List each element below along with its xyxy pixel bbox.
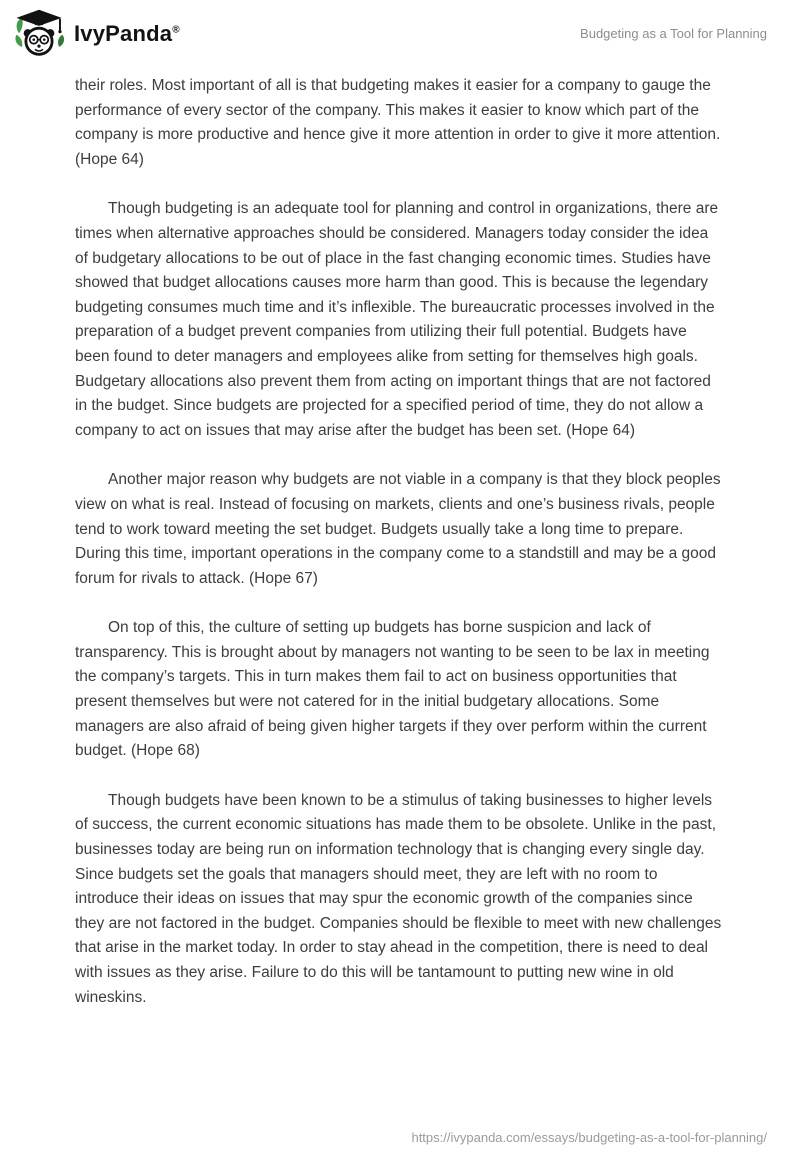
essay-paragraph: On top of this, the culture of setting up budgets has borne suspicion and lack of transparency. This is brought about by managers not wanting to be seen to be lax in meeting the company’s targets. This in turn makes them fail to act on business opportunities that present themselves but were not catered for in the initial budgetary allocations. Some managers are also afraid of being given higher targets if they over perform within the current budget. (Hope 68) — [75, 619, 710, 760]
essay-paragraph: Though budgeting is an adequate tool for planning and control in organizations, there are times when alternative approaches should be considered. Managers today consider the idea of budgetary allocations to be out of place in the fast changing economic times. Studies have showed that budget allocations causes more harm than good. This is because the legendary budgeting consumes much time and it’s inflexible. The bureaucratic processes involved in the preparation of a budget prevent companies from utilizing their full potential. Budgets have been found to deter managers and employees alike from setting for themselves high goals. Budgetary allocations also prevent them from acting on important things that are not factored in the budget. Since budgets are projected for a specified period of time, they do not allow a company to act on issues that may arise after the budget has been set. (Hope 64) — [75, 200, 719, 439]
brand-logo — [13, 9, 180, 59]
footer-source-url[interactable]: https://ivypanda.com/essays/budgeting-as-a-tool-for-planning/ — [411, 1130, 767, 1145]
brand-name: IvyPanda® — [74, 20, 180, 46]
ivypanda-panda-graduation-cap-icon — [13, 9, 65, 59]
document-title: Budgeting as a Tool for Planning — [580, 26, 767, 41]
essay-content — [0, 64, 800, 1010]
essay-paragraph: Though budgets have been known to be a stimulus of taking businesses to higher levels of success, the current economic situations has made them to be obsolete. Unlike in the past, businesses today are being run on information technology that is changing every single day. Since budgets set the goals that managers should meet, they are left with no room to introduce their ideas on issues that may spur the economic growth of the companies since they are not factored in the budget. Companies should be flexible to meet with new challenges that arise in the market today. In order to stay ahead in the competition, there is need to deal with issues as they arise. Failure to do this will be tantamount to putting new wine in old wineskins. — [75, 791, 722, 1006]
registered-mark: ® — [172, 24, 180, 36]
essay-paragraph: their roles. Most important of all is that budgeting makes it easier for a company to gauge the performance of every sector of the company. This makes it easier to know which part of the company is more productive and hence give it more attention in order to give it more attention. (Hope 64) — [75, 77, 721, 168]
page-header — [0, 0, 800, 64]
essay-paragraph: Another major reason why budgets are not viable in a company is that they block peoples view on what is real. Instead of focusing on markets, clients and one’s business rivals, people tend to work toward meeting the set budget. Budgets usually take a long time to prepare. During this time, important operations in the company come to a standstill and may be a good forum for rivals to attack. (Hope 67) — [75, 471, 721, 587]
